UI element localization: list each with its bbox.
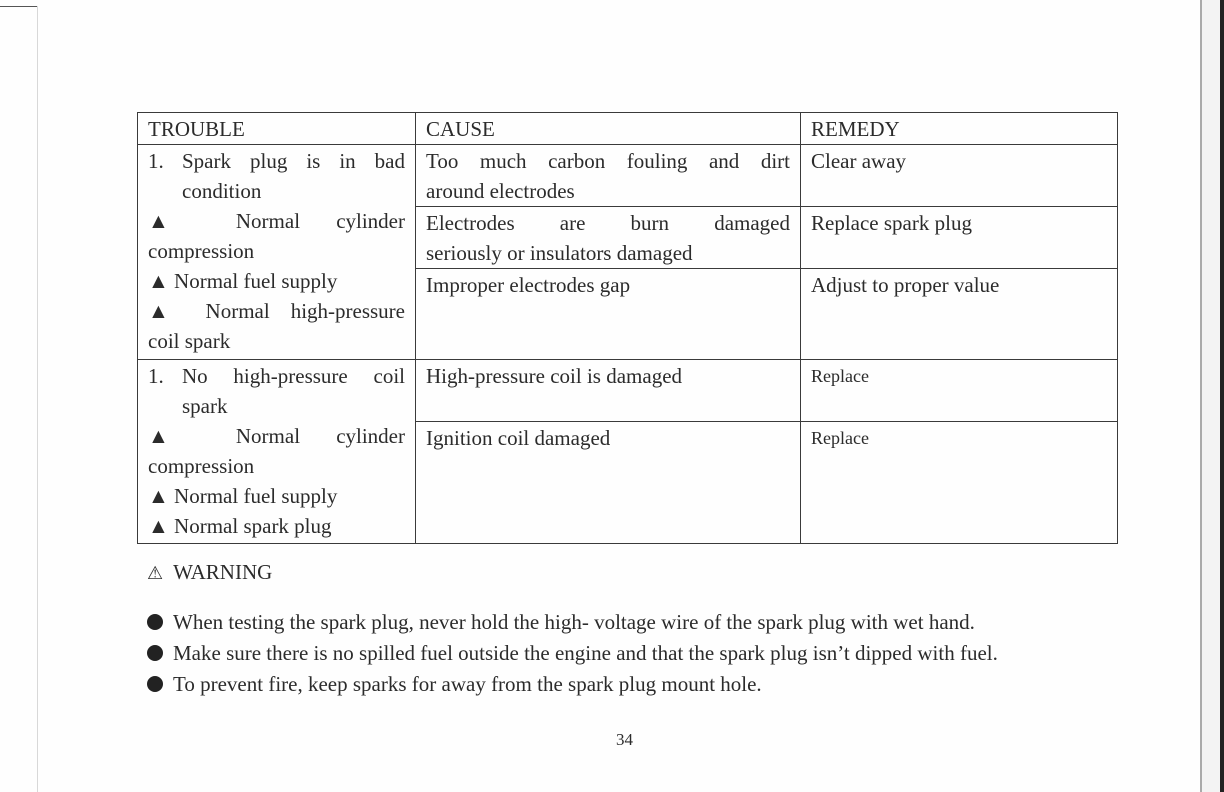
scan-edge-right — [1200, 0, 1224, 792]
trouble-title: 1. No high-pressure coil spark — [148, 364, 405, 418]
scan-edge-left — [37, 6, 38, 792]
remedy-cell: Replace — [801, 422, 1118, 544]
list-item: When testing the spark plug, never hold the high- voltage wire of the spark plug with wet hand. — [147, 607, 1147, 638]
warning-list — [147, 607, 1147, 700]
list-item: To prevent fire, keep sparks for away from the spark plug mount hole. — [147, 669, 1147, 700]
page-number: 34 — [616, 730, 633, 749]
trouble-title: 1. Spark plug is in bad condition — [148, 149, 405, 203]
triangle-icon: ▲ — [148, 299, 185, 323]
triangle-icon: ▲ — [148, 269, 169, 293]
warning-title: WARNING — [173, 560, 273, 584]
condition-item: ▲ Normal fuel supply — [148, 269, 338, 293]
trouble-cell-spark-plug — [138, 145, 416, 360]
table-row — [138, 145, 1118, 207]
trouble-cell-coil — [138, 360, 416, 544]
table-header-row — [138, 113, 1118, 145]
triangle-icon: ▲ — [148, 514, 169, 538]
bullet-icon — [147, 614, 163, 630]
bullet-icon — [147, 645, 163, 661]
condition-item: ▲ Normal spark plug — [148, 514, 332, 538]
condition-item: ▲ Normal fuel supply — [148, 484, 338, 508]
bullet-icon — [147, 676, 163, 692]
table-row — [138, 360, 1118, 422]
triangle-icon: ▲ — [148, 209, 200, 233]
triangle-icon: ▲ — [148, 484, 169, 508]
condition-item: ▲ Normal cylinder compression — [148, 424, 405, 478]
warning-heading — [147, 560, 272, 585]
cause-cell: Improper electrodes gap — [416, 269, 801, 360]
remedy-cell: Adjust to proper value — [801, 269, 1118, 360]
condition-item: ▲ Normal cylinder compression — [148, 209, 405, 263]
triangle-icon: ▲ — [148, 424, 200, 448]
remedy-cell: Clear away — [801, 145, 1118, 207]
cause-cell: Ignition coil damaged — [416, 422, 801, 544]
troubleshooting-table — [137, 112, 1118, 544]
scan-edge-top — [0, 6, 38, 7]
header-trouble: TROUBLE — [138, 113, 416, 145]
header-remedy: REMEDY — [801, 113, 1118, 145]
warning-icon: ⚠ — [147, 563, 164, 584]
cause-cell: Electrodes are burn damaged seriously or insulators damaged — [416, 207, 801, 269]
remedy-cell: Replace spark plug — [801, 207, 1118, 269]
header-cause: CAUSE — [416, 113, 801, 145]
cause-cell: High-pressure coil is damaged — [416, 360, 801, 422]
remedy-cell: Replace — [801, 360, 1118, 422]
condition-item: ▲ Normal high-pressure coil spark — [148, 299, 405, 353]
list-item: Make sure there is no spilled fuel outside the engine and that the spark plug isn’t dipped with fuel. — [147, 638, 1147, 669]
cause-cell: Too much carbon fouling and dirt around electrodes — [416, 145, 801, 207]
